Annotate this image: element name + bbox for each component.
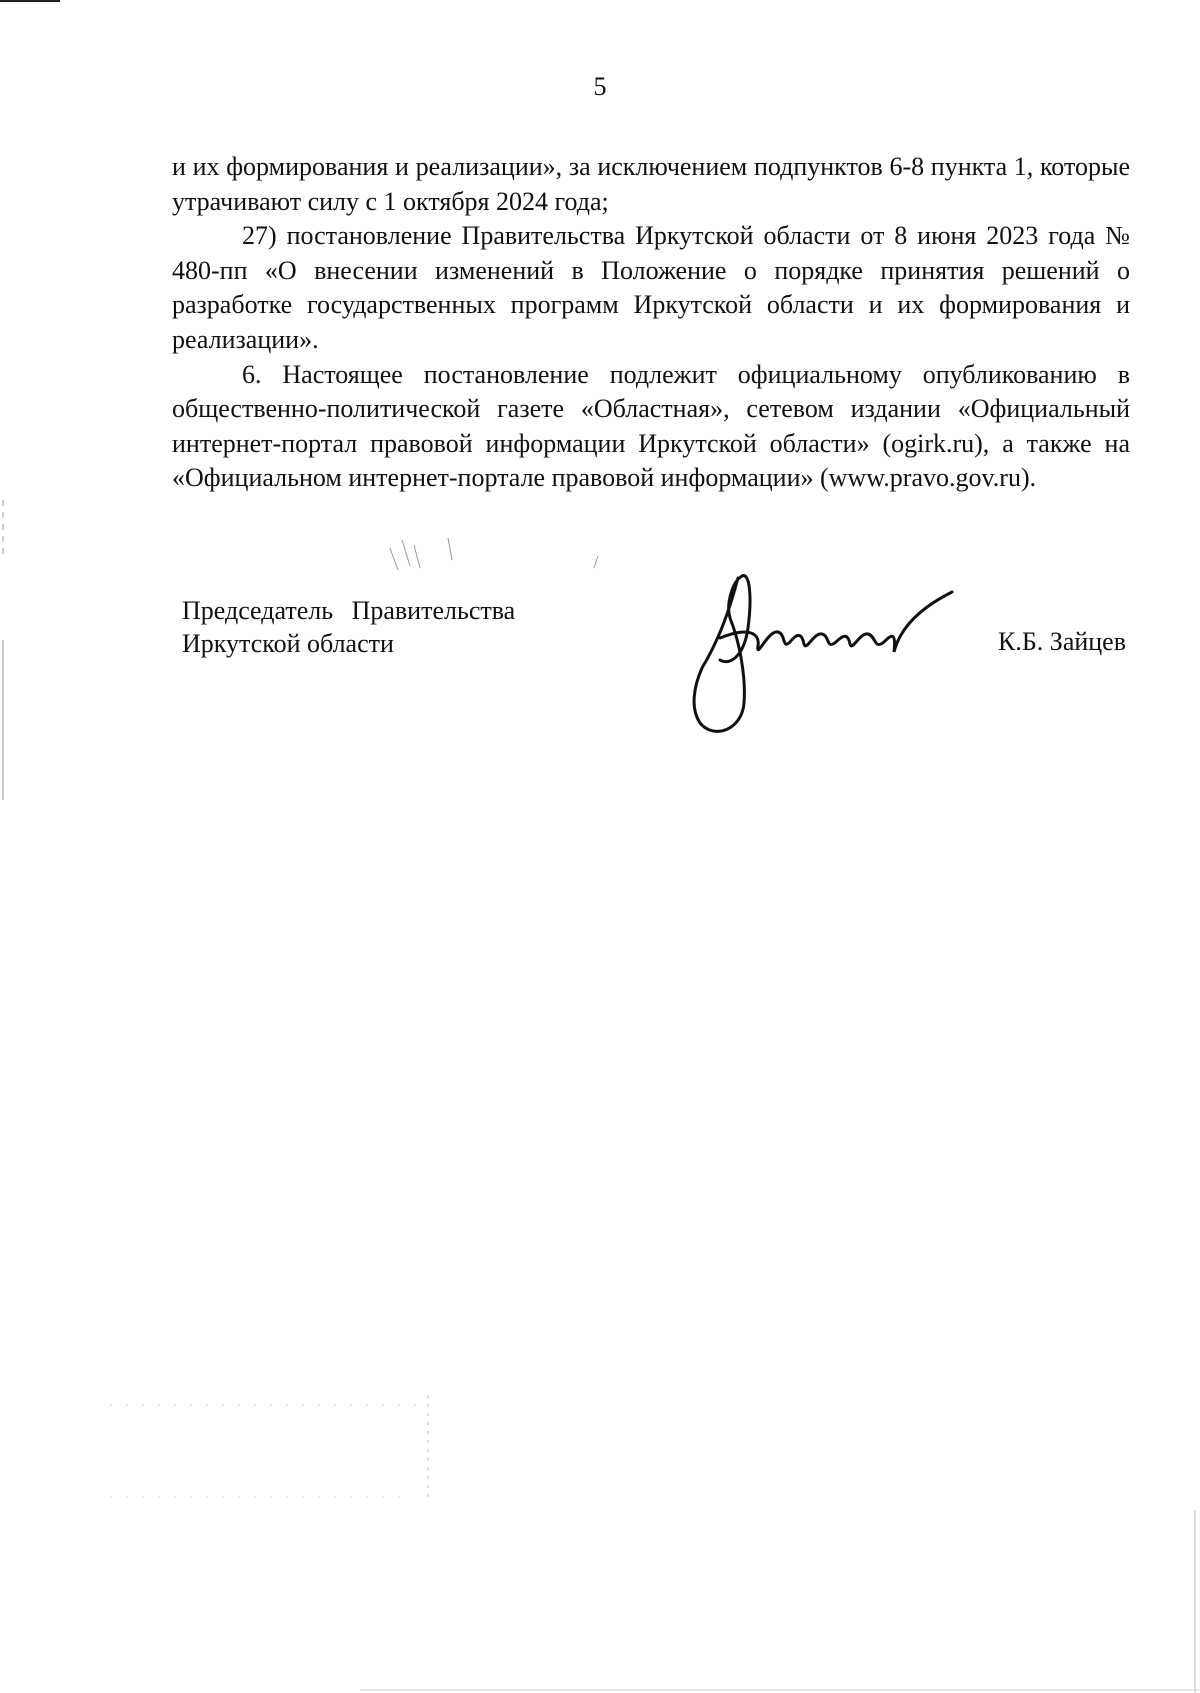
- paragraph-item-6: 6. Настоящее постановление подлежит официальному опубликованию в общественно-политической газете «Областная», сетевом издании «Официальный интернет-портал правовой информации Иркутской области» (ogirk.ru), а также на «Официальном интернет-портале правовой информации» (www.pravo.gov.ru).: [172, 359, 1130, 493]
- signatory-title-line-2: Иркутской области: [182, 629, 394, 658]
- paragraph-item-27: 27) постановление Правительства Иркутской области от 8 июня 2023 года № 480-пп «О внесении изменений в Положение о порядке принятия решений о разработке государственных программ Иркутской области и их формирования и реализации».: [172, 221, 1130, 354]
- paragraph-continuation: и их формирования и реализации», за исключением подпунктов 6-8 пункта 1, которые утрачивают силу с 1 октября 2024 года;: [172, 152, 1130, 216]
- handwritten-signature: [690, 568, 970, 738]
- signatory-title-line-1: Председатель Правительства: [182, 596, 516, 625]
- page-number: 5: [593, 72, 607, 101]
- signatory-name: К.Б. Зайцев: [998, 627, 1126, 656]
- document-body: [172, 150, 1130, 496]
- signatory-title: [182, 594, 515, 660]
